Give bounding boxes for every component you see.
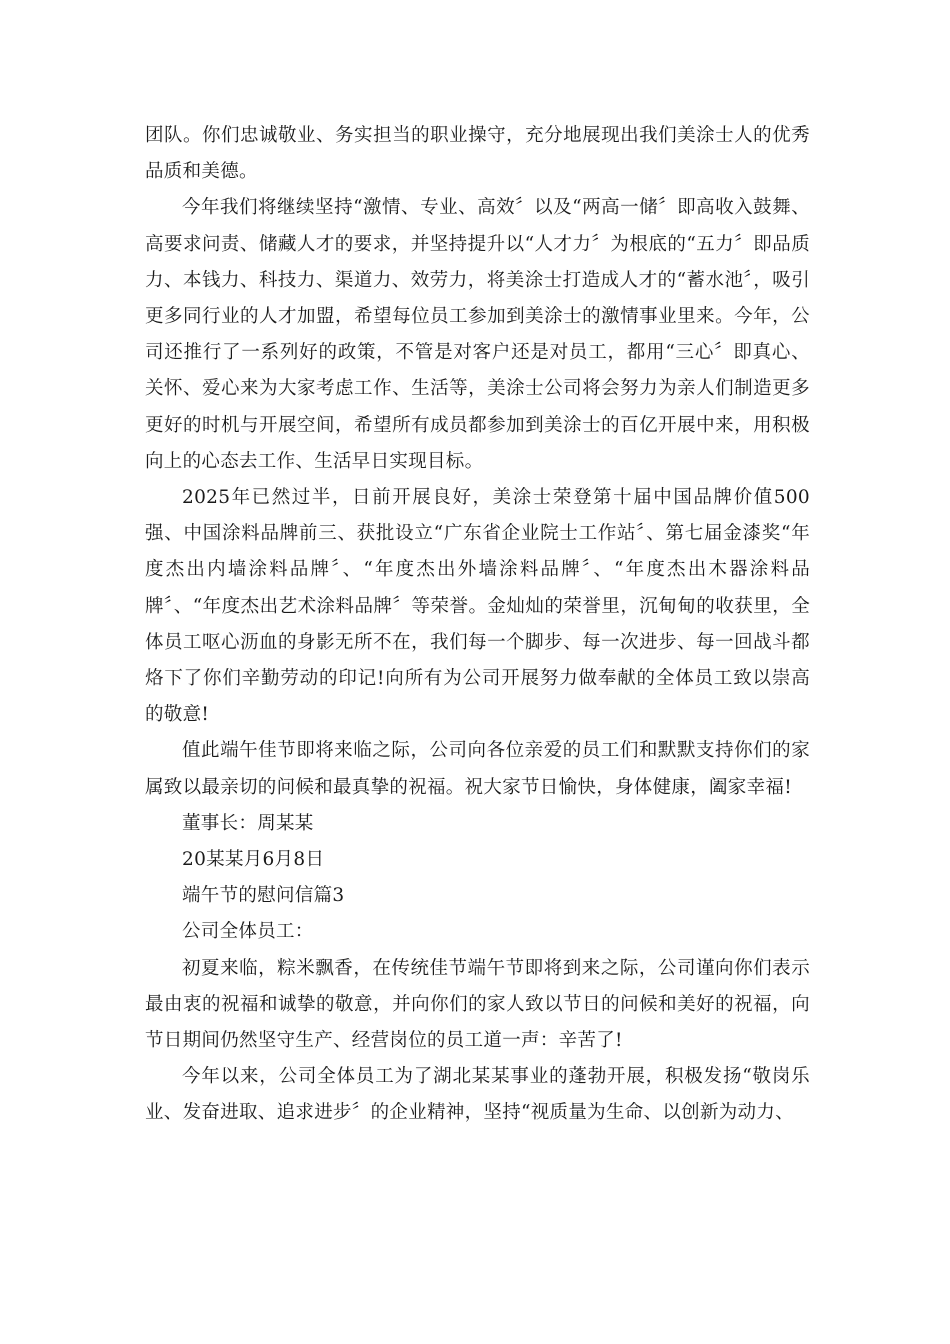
signature-chairman: 董事长：周某某 [182,812,314,834]
paragraph-achievements: 2025年已然过半，日前开展良好，美涂士荣登第十届中国品牌价值500强、中国涂料品牌前三、获批设立“广东省企业院士工作站〞、第七届金漆奖“年度杰出内墙涂料品牌〞、“年度杰出外墙涂料品牌〞、“年度杰出木器涂料品牌〞、“年度杰出艺术涂料品牌〞等荣誉。金灿灿的荣誉里，沉甸甸的收获里，全体员工呕心沥血的身影无所不在，我们每一个脚步、每一次进步、每一回战斗都烙下了你们辛勤劳动的印记!向所有为公司开展努力做奉献的全体员工致以崇高的敬意! [145,487,810,726]
letter-body [145,118,810,1132]
section-title: 端午节的慰问信篇3 [182,885,345,907]
paragraph-continuation: 团队。你们忠诚敬业、务实担当的职业操守，充分地展现出我们美涂士人的优秀品质和美德。 [145,125,810,183]
paragraph-company-spirit: 今年以来，公司全体员工为了湖北某某事业的蓬勃开展，积极发扬“敬岗乐业、发奋进取、追求进步〞的企业精神，坚持“视质量为生命、以创新为动力、 [145,1066,810,1124]
paragraph-holiday-greeting: 值此端午佳节即将来临之际，公司向各位亲爱的员工们和默默支持你们的家属致以最亲切的问候和最真挚的祝福。祝大家节日愉快，身体健康，阖家幸福! [145,740,810,798]
paragraph-opening: 初夏来临，粽米飘香，在传统佳节端午节即将到来之际，公司谨向你们表示最由衷的祝福和诚挚的敬意，并向你们的家人致以节日的问候和美好的祝福，向节日期间仍然坚守生产、经营岗位的员工道一声：辛苦了! [145,957,810,1052]
paragraph-talent-policy: 今年我们将继续坚持“激情、专业、高效〞以及“两高一储〞即高收入鼓舞、高要求问责、储藏人才的要求，并坚持提升以“人才力〞为根底的“五力〞即品质力、本钱力、科技力、渠道力、效劳力，将美涂士打造成人才的“蓄水池〞，吸引更多同行业的人才加盟，希望每位员工参加到美涂士的激情事业里来。今年，公司还推行了一系列好的政策，不管是对客户还是对员工，都用“三心〞即真心、关怀、爱心来为大家考虑工作、生活等，美涂士公司将会努力为亲人们制造更多更好的时机与开展空间，希望所有成员都参加到美涂士的百亿开展中来，用积极向上的心态去工作、生活早日实现目标。 [145,197,810,472]
salutation: 公司全体员工： [182,921,314,943]
signature-date: 20某某月6月8日 [182,849,325,871]
